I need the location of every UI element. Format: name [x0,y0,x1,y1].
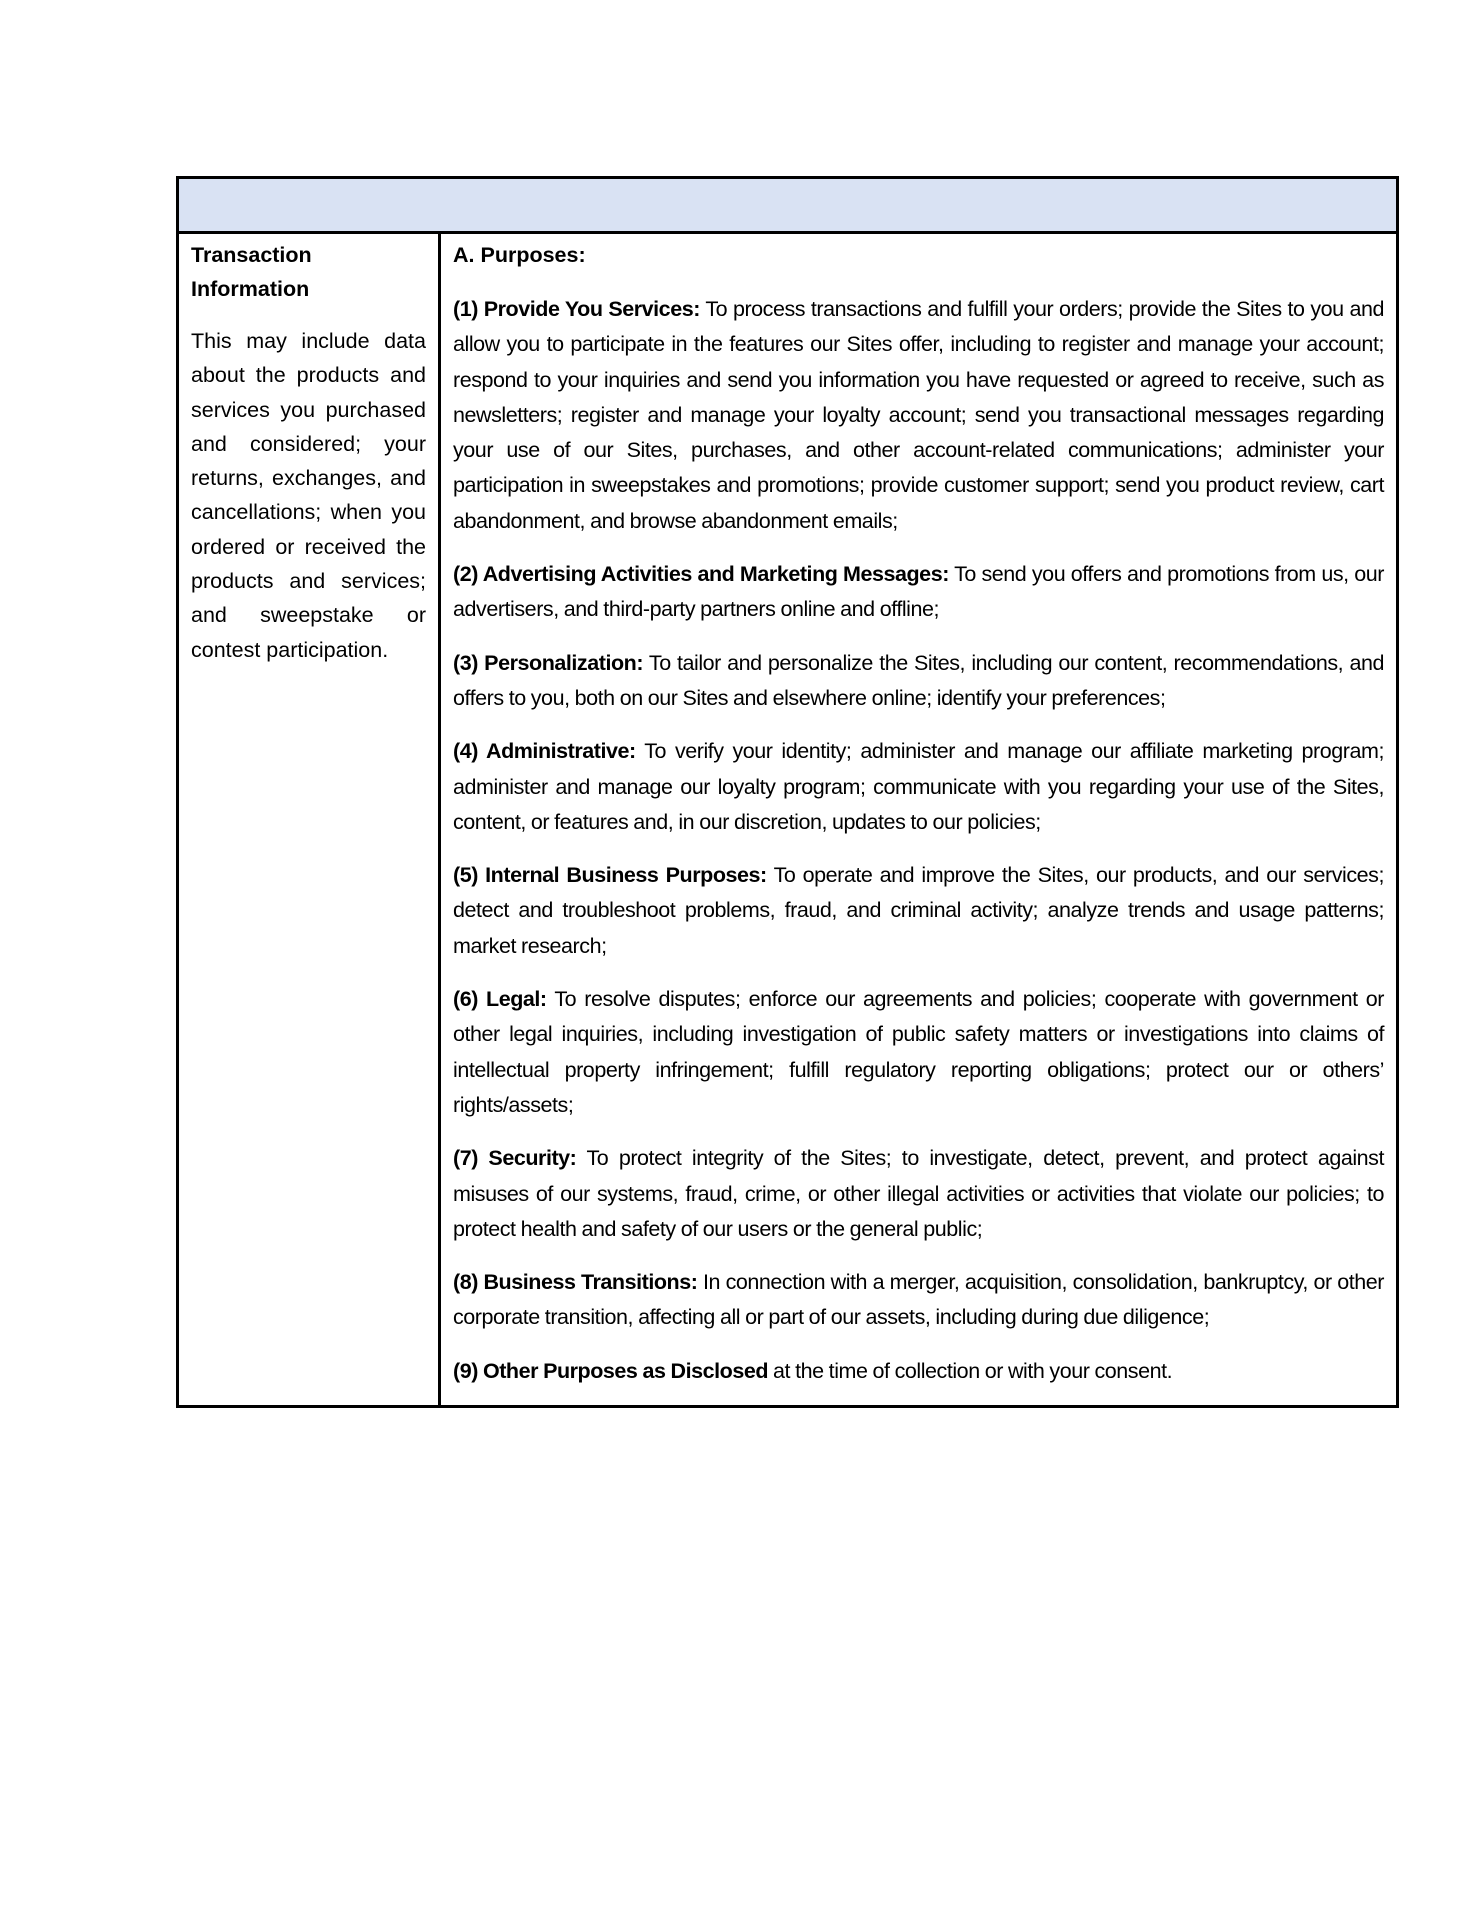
purposes-cell [440,233,1398,1407]
purpose-item [453,1141,1384,1247]
purpose-text: at the time of collection or with your consent. [768,1358,1173,1383]
purpose-label: (1) Provide You Services: [453,297,700,321]
purpose-label: (2) Advertising Activities and Marketing Messages: [453,562,949,587]
purpose-item [453,734,1384,840]
purpose-text: To verify your identity; administer and manage our affiliate marketing program; administer and manage our loyalty program; communicate with you regarding your use of the Sites, content, or features and, in our discretion, updates to our policies; [453,739,1384,834]
purpose-text: To send you offers and promotions from us, our advertisers, and third-party partners online and offline; [453,562,1384,622]
purpose-text: To tailor and personalize the Sites, including our content, recommendations, and offers to you, both on our Sites and elsewhere online; identify your preferences; [453,650,1384,710]
purpose-text: To protect integrity of the Sites; to investigate, detect, prevent, and protect against misuses of our systems, fraud, crime, or other illegal activities or activities that violate our policies; to protect health and safety of our users or the general public; [453,1146,1384,1241]
purpose-label: (5) Internal Business Purposes: [453,863,767,888]
purpose-label: (3) Personalization: [453,650,644,675]
purposes-table [176,176,1399,1408]
purpose-text: To resolve disputes; enforce our agreements and policies; cooperate with government or other legal inquiries, including investigation of public safety matters or investigations into claims of intellectual property infringement; fulfill regulatory reporting obligations; protect our or others’ rights/assets; [453,987,1384,1117]
purpose-item [453,557,1384,628]
purpose-label: (9) Other Purposes as Disclosed [453,1358,769,1383]
purpose-item [453,646,1384,717]
purpose-item [453,982,1384,1123]
category-title: Transaction Information [191,243,312,301]
purpose-item [453,292,1384,539]
purpose-text: In connection with a merger, acquisition, consolidation, bankruptcy, or other corporate transition, affecting all or part of our assets, including during due diligence; [453,1270,1384,1330]
purpose-item [453,858,1384,964]
table-header-row [178,178,1398,233]
purposes-heading: A. Purposes: [453,243,586,267]
purpose-text: To process transactions and fulfill your orders; provide the Sites to you and allow you to participate in the features our Sites offer, including to register and manage your account; respond to your inquiries and send you information you have requested or agreed to receive, such as newsletters; register and manage your loyalty account; send you transactional messages regarding your use of our Sites, purchases, and other account-related communications; administer your participation in sweepstakes and promotions; provide customer support; send you product review, cart abandonment, and browse abandonment emails; [453,297,1384,533]
table-header-cell [178,178,1398,233]
purpose-item [453,1354,1384,1389]
purpose-label: (7) Security: [453,1146,577,1171]
category-cell [178,233,440,1407]
category-description: This may include data about the products and services you purchased and considered; your returns, exchanges, and cancellations; when you ordered or received the products and services; and sweepstake or contest participation. [191,329,426,662]
purpose-item [453,1265,1384,1336]
purpose-label: (6) Legal: [453,987,547,1012]
table-row [178,233,1398,1407]
purpose-label: (4) Administrative: [453,739,636,764]
purpose-text: To operate and improve the Sites, our products, and our services; detect and troubleshoot problems, fraud, and criminal activity; analyze trends and usage patterns; market research; [453,863,1384,958]
purpose-label: (8) Business Transitions: [453,1270,698,1295]
